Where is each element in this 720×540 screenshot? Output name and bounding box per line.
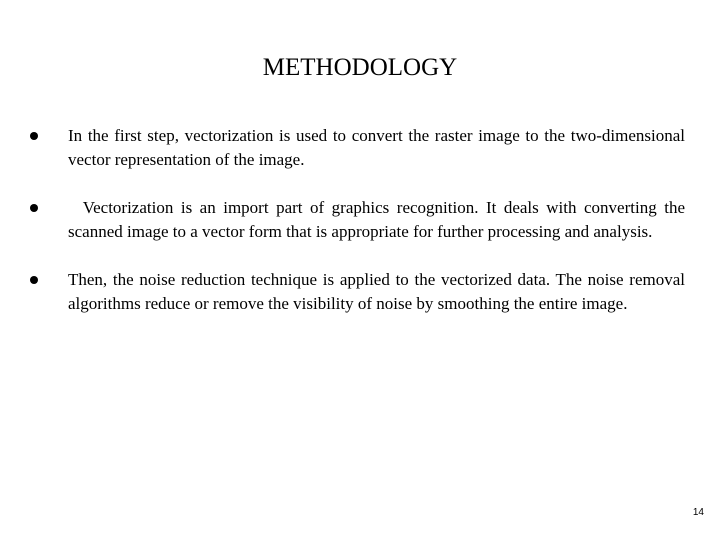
bullet-text: Then, the noise reduction technique is applied to the vectorized data. The noise removal algorithms reduce or remove the visibility of noise by smoothing the entire image. <box>68 270 685 313</box>
bullet-list <box>30 124 685 340</box>
bullet-text: In the first step, vectorization is used to convert the raster image to the two-dimensional vector representation of the image. <box>68 126 685 169</box>
bullet-text: Vectorization is an import part of graphics recognition. It deals with converting the scanned image to a vector form that is appropriate for further processing and analysis. <box>68 198 685 241</box>
bullet-item <box>30 124 685 172</box>
bullet-dot-icon <box>30 204 38 212</box>
bullet-item <box>30 268 685 316</box>
page-number: 14 <box>692 507 704 518</box>
bullet-dot-icon <box>30 276 38 284</box>
bullet-dot-icon <box>30 132 38 140</box>
slide-title: METHODOLOGY <box>262 54 458 81</box>
bullet-item <box>30 196 685 244</box>
